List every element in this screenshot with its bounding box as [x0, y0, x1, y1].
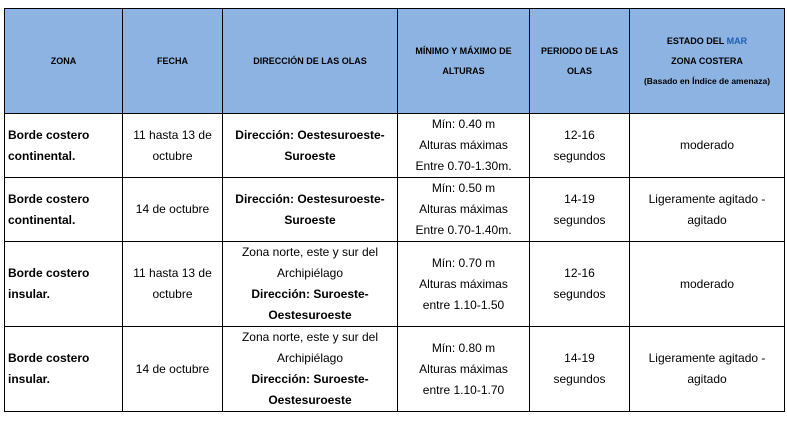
alturas-cell [398, 178, 530, 242]
fecha-cell-line: 11 hasta 13 de [133, 266, 212, 280]
alturas-cell-line: Mín: 0.80 m [431, 340, 496, 355]
header-estado-mar: MAR [726, 36, 748, 46]
estado-cell-line: moderado [679, 138, 735, 152]
fecha-cell-line: 14 de octubre [135, 202, 210, 216]
direccion-cell-bold-line: Suroeste [284, 148, 336, 163]
zona-cell-line: Borde costero [8, 191, 90, 206]
fecha-cell-line: octubre [152, 287, 193, 301]
zona-cell-line: continental. [8, 148, 76, 163]
table-row [5, 327, 785, 412]
header-estado-line3: (Basado en Índice de amenaza) [643, 76, 771, 86]
header-periodo [530, 9, 630, 114]
table-row [5, 178, 785, 242]
alturas-cell-line: Mín: 0.50 m [431, 181, 496, 195]
fecha-cell [123, 114, 223, 178]
periodo-cell [530, 242, 630, 327]
fecha-cell-line: 11 hasta 13 de [133, 127, 212, 142]
direccion-cell-bold-line: Oestesuroeste [268, 393, 352, 407]
alturas-cell [398, 242, 530, 327]
direccion-cell-line: Archipiélago [276, 351, 344, 365]
header-zona: ZONA [5, 9, 123, 114]
header-estado [630, 9, 785, 114]
alturas-cell [398, 327, 530, 412]
header-alturas-line: MÍNIMO Y MÁXIMO DE [415, 46, 512, 56]
alturas-cell-line: Mín: 0.40 m [431, 117, 496, 131]
periodo-cell-line: segundos [553, 148, 606, 163]
estado-cell [630, 327, 785, 412]
periodo-cell-line: 14-19 [564, 351, 595, 365]
periodo-cell-line: segundos [553, 372, 606, 386]
estado-cell-line: agitado [687, 212, 727, 227]
periodo-cell-line: 12-16 [564, 127, 595, 142]
periodo-cell-line: segundos [553, 287, 606, 301]
direccion-cell-bold-line: Dirección: Oestesuroeste- [235, 191, 385, 206]
header-alturas-line: ALTURAS [442, 66, 485, 76]
direccion-cell-line: Zona norte, este y sur del [241, 330, 379, 344]
direccion-cell [223, 114, 398, 178]
table-row [5, 242, 785, 327]
estado-cell-line: moderado [679, 276, 735, 291]
alturas-cell-line: Alturas máximas [419, 276, 508, 291]
direccion-cell-line: Archipiélago [276, 266, 344, 280]
zona-cell [5, 114, 123, 178]
zona-cell-line: insular. [8, 372, 51, 386]
wave-forecast-table [4, 8, 785, 412]
alturas-cell-line: entre 1.10-1.50 [422, 297, 505, 312]
direccion-cell-bold-line: Dirección: Oestesuroeste- [235, 127, 385, 142]
header-estado-line1 [634, 31, 780, 51]
header-estado-prefix: ESTADO DEL [666, 36, 727, 46]
direccion-cell [223, 242, 398, 327]
alturas-cell [398, 114, 530, 178]
periodo-cell-line: 14-19 [564, 191, 595, 206]
header-periodo-line: PERIODO DE LAS [540, 46, 618, 56]
estado-cell-line: Ligeramente agitado - [648, 351, 766, 365]
table-row [5, 114, 785, 178]
header-fecha: FECHA [123, 9, 223, 114]
alturas-cell-line: Alturas máximas [419, 138, 508, 152]
estado-cell [630, 114, 785, 178]
periodo-cell-line: 12-16 [564, 266, 595, 280]
alturas-cell-line: Entre 0.70-1.40m. [415, 223, 512, 237]
alturas-cell-line: entre 1.10-1.70 [422, 382, 505, 397]
table-body [5, 114, 785, 412]
header-alturas [398, 9, 530, 114]
header-direccion: DIRECCIÓN DE LAS OLAS [223, 9, 398, 114]
direccion-cell-bold-line: Suroeste [284, 212, 336, 227]
zona-cell-line: insular. [8, 287, 51, 301]
estado-cell-line: agitado [687, 372, 727, 386]
direccion-cell [223, 327, 398, 412]
zona-cell [5, 178, 123, 242]
alturas-cell-line: Alturas máximas [419, 361, 508, 376]
periodo-cell [530, 114, 630, 178]
estado-cell [630, 178, 785, 242]
direccion-cell-bold-line: Dirección: Suroeste- [251, 372, 369, 386]
alturas-cell-line: Alturas máximas [419, 202, 508, 216]
zona-cell [5, 327, 123, 412]
alturas-cell-line: Entre 0.70-1.30m. [415, 159, 512, 173]
header-estado-line2: ZONA COSTERA [671, 56, 743, 66]
periodo-cell [530, 327, 630, 412]
fecha-cell-line: 14 de octubre [135, 361, 210, 376]
fecha-cell [123, 242, 223, 327]
header-row [5, 9, 785, 114]
direccion-cell-line: Zona norte, este y sur del [241, 245, 379, 259]
zona-cell-line: Borde costero [8, 351, 90, 365]
fecha-cell [123, 327, 223, 412]
zona-cell-line: Borde costero [8, 266, 90, 280]
zona-cell-line: continental. [8, 212, 76, 227]
direccion-cell [223, 178, 398, 242]
periodo-cell [530, 178, 630, 242]
estado-cell-line: Ligeramente agitado - [648, 191, 766, 206]
fecha-cell [123, 178, 223, 242]
header-periodo-line: OLAS [566, 66, 592, 76]
zona-cell-line: Borde costero [8, 127, 90, 142]
zona-cell [5, 242, 123, 327]
direccion-cell-bold-line: Oestesuroeste [268, 308, 352, 322]
alturas-cell-line: Mín: 0.70 m [431, 255, 496, 270]
estado-cell [630, 242, 785, 327]
fecha-cell-line: octubre [152, 148, 193, 163]
periodo-cell-line: segundos [553, 212, 606, 227]
direccion-cell-bold-line: Dirección: Suroeste- [251, 287, 369, 301]
